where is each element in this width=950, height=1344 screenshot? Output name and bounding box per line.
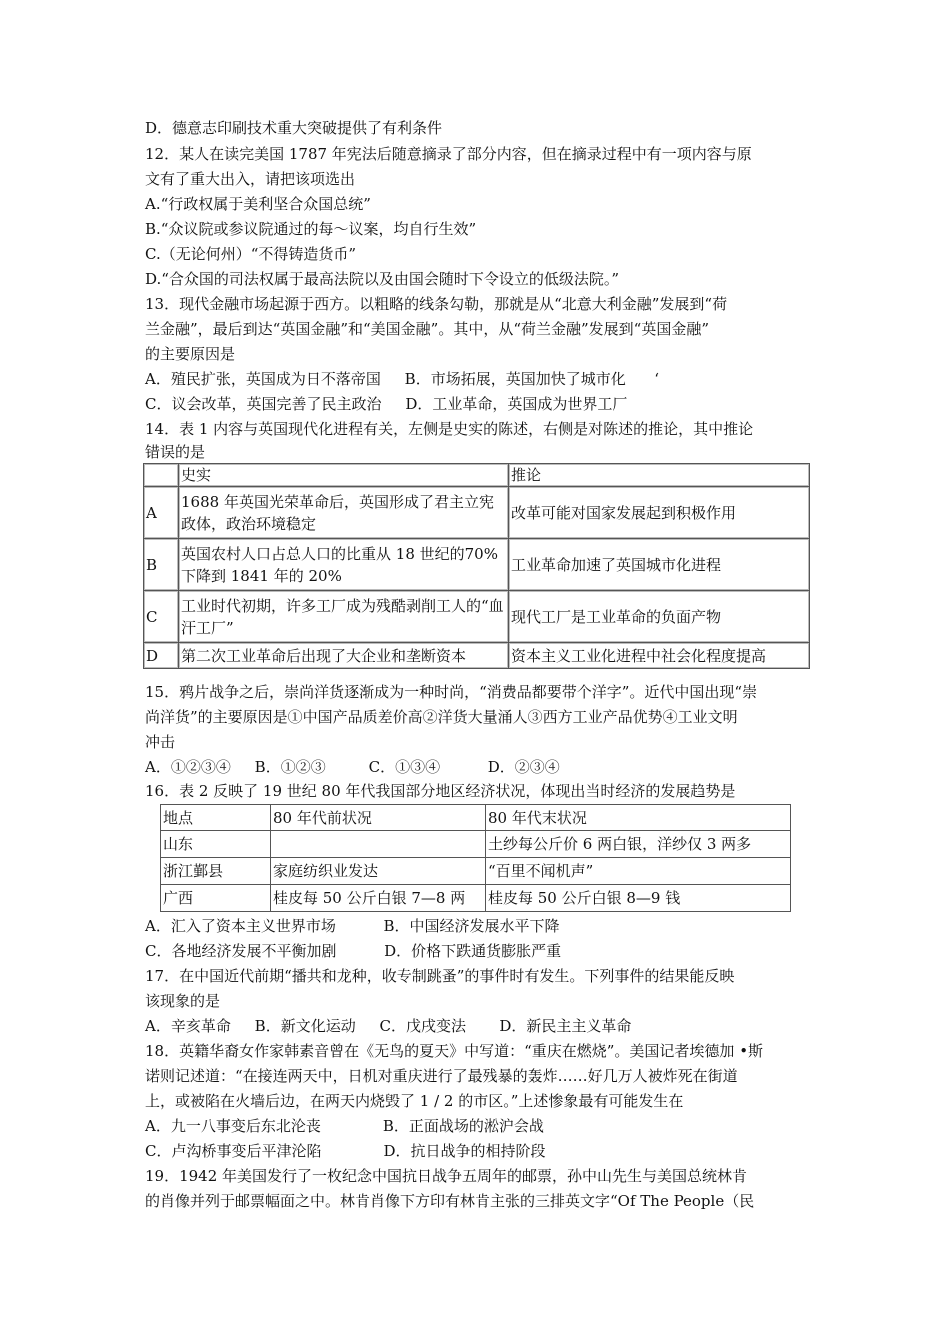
q12-option-a: A.“行政权属于美利坚合众国总统” — [145, 195, 371, 213]
table-header-cell: 地点 — [161, 805, 271, 831]
q17-stem: 17．在中国近代前期“播共和龙种，收专制跳蚤”的事件时有发生。下列事件的结果能反映 — [145, 967, 735, 985]
q16-options-ab: A．汇入了资本主义世界市场 B．中国经济发展水平下降 — [145, 917, 560, 935]
table-cell — [144, 464, 179, 487]
q12-stem-cont: 文有了重大出入，请把该项选出 — [145, 170, 356, 188]
q14-stem-cont: 错误的是 — [145, 443, 206, 461]
q13-options-cd: C．议会改革，英国完善了民主政治 D．工业革命，英国成为世界工厂 — [145, 395, 628, 413]
table-header-cell: 推论 — [509, 464, 810, 487]
after-cell: 土纱每公斤价 6 两白银，洋纱仅 3 两多 — [486, 831, 791, 858]
q11-option-d: D．德意志印刷技术重大突破提供了有利条件 — [145, 119, 443, 137]
table-row — [161, 858, 791, 885]
table-2 — [160, 804, 791, 912]
q13-stem-end: 的主要原因是 — [145, 345, 236, 363]
fact-cell: 英国农村人口占总人口的比重从 18 世纪的70%下降到 1841 年的 20% — [179, 539, 509, 591]
q19-stem: 19．1942 年美国发行了一枚纪念中国抗日战争五周年的邮票，孙中山先生与美国总统林肯 — [145, 1167, 748, 1185]
q15-stem-cont: 尚洋货”的主要原因是①中国产品质差价高②洋货大量涌人③西方工业产品优势④工业文明 — [145, 708, 738, 726]
q16-options-cd: C．各地经济发展不平衡加剧 D．价格下跌通货膨胀严重 — [145, 942, 562, 960]
q18-stem: 18．英籍华裔女作家韩素音曾在《无鸟的夏天》中写道：“重庆在燃烧”。美国记者埃德加 •斯 — [145, 1042, 764, 1060]
q13-options-ab: A．殖民扩张，英国成为日不落帝国 B．市场拓展，英国加快了城市化 ‘ — [145, 370, 660, 388]
after-cell: “百里不闻机声” — [486, 858, 791, 885]
q18-stem-cont: 诺则记述道：“在接连两天中，日机对重庆进行了最残暴的轰炸……好几万人被炸死在街道 — [145, 1067, 738, 1085]
inference-cell: 改革可能对国家发展起到积极作用 — [509, 487, 810, 539]
place-cell: 广西 — [161, 885, 271, 912]
table-header-cell: 80 年代前状况 — [271, 805, 486, 831]
q17-options: A．辛亥革命 B．新文化运动 C．戊戌变法 D．新民主主义革命 — [145, 1017, 632, 1035]
row-label: C — [144, 591, 179, 643]
q18-stem-end: 上，或被陷在火墙后边，在两天内烧毁了 1 / 2 的市区。”上述惨象最有可能发生在 — [145, 1092, 684, 1110]
table-row — [144, 487, 810, 539]
place-cell: 浙江鄞县 — [161, 858, 271, 885]
table-row — [144, 643, 810, 669]
table-2-header — [161, 805, 791, 831]
q18-options-ab: A．九一八事变后东北沦丧 B．正面战场的淞沪会战 — [145, 1117, 544, 1135]
table-row — [144, 539, 810, 591]
row-label: B — [144, 539, 179, 591]
inference-cell: 资本主义工业化进程中社会化程度提高 — [509, 643, 810, 669]
row-label: D — [144, 643, 179, 669]
fact-cell: 1688 年英国光荣革命后，英国形成了君主立宪政体，政治环境稳定 — [179, 487, 509, 539]
inference-cell: 现代工厂是工业革命的负面产物 — [509, 591, 810, 643]
q12-option-d: D.“合众国的司法权属于最高法院以及由国会随时下令设立的低级法院。” — [145, 270, 620, 288]
fact-cell: 工业时代初期，许多工厂成为残酷剥削工人的“血汗工厂” — [179, 591, 509, 643]
q13-stem-cont: 兰金融”，最后到达“英国金融”和“美国金融”。其中，从“荷兰金融”发展到“英国金融” — [145, 320, 710, 338]
table-header-cell: 史实 — [179, 464, 509, 487]
q12-option-b: B.“众议院或参议院通过的每～议案，均自行生效” — [145, 220, 477, 238]
before-cell: 家庭纺织业发达 — [271, 858, 486, 885]
q15-stem: 15．鸦片战争之后，崇尚洋货逐渐成为一种时尚，“消费品都要带个洋字”。近代中国出现“崇 — [145, 683, 758, 701]
table-1-header — [144, 464, 810, 487]
q14-stem: 14．表 1 内容与英国现代化进程有关，左侧是史实的陈述，右侧是对陈述的推论，其中推论 — [145, 420, 754, 438]
q15-options: A．①②③④ B．①②③ C．①③④ D．②③④ — [145, 758, 560, 776]
q13-stem: 13．现代金融市场起源于西方。以粗略的线条勾勒，那就是从“北意大利金融”发展到“荷 — [145, 295, 728, 313]
q19-stem-cont: 的肖像并列于邮票幅面之中。林肯肖像下方印有林肯主张的三排英文字“Of The People（民 — [145, 1192, 755, 1210]
q18-options-cd: C．卢沟桥事变后平津沦陷 D．抗日战争的相持阶段 — [145, 1142, 546, 1160]
before-cell — [271, 831, 486, 858]
q15-stem-end: 冲击 — [145, 733, 176, 751]
fact-cell: 第二次工业革命后出现了大企业和垄断资本 — [179, 643, 509, 669]
table-1 — [143, 463, 810, 669]
table-row — [144, 591, 810, 643]
q17-stem-cont: 该现象的是 — [145, 992, 221, 1010]
row-label: A — [144, 487, 179, 539]
q12-stem: 12．某人在读完美国 1787 年宪法后随意摘录了部分内容，但在摘录过程中有一项内容与原 — [145, 145, 752, 163]
q16-stem: 16．表 2 反映了 19 世纪 80 年代我国部分地区经济状况，体现出当时经济的发展趋势是 — [145, 782, 736, 800]
table-header-cell: 80 年代末状况 — [486, 805, 791, 831]
inference-cell: 工业革命加速了英国城市化进程 — [509, 539, 810, 591]
table-row — [161, 831, 791, 858]
place-cell: 山东 — [161, 831, 271, 858]
table-row — [161, 885, 791, 912]
after-cell: 桂皮每 50 公斤白银 8—9 钱 — [486, 885, 791, 912]
before-cell: 桂皮每 50 公斤白银 7—8 两 — [271, 885, 486, 912]
q12-option-c: C.（无论何州）“不得铸造货币” — [145, 245, 357, 263]
